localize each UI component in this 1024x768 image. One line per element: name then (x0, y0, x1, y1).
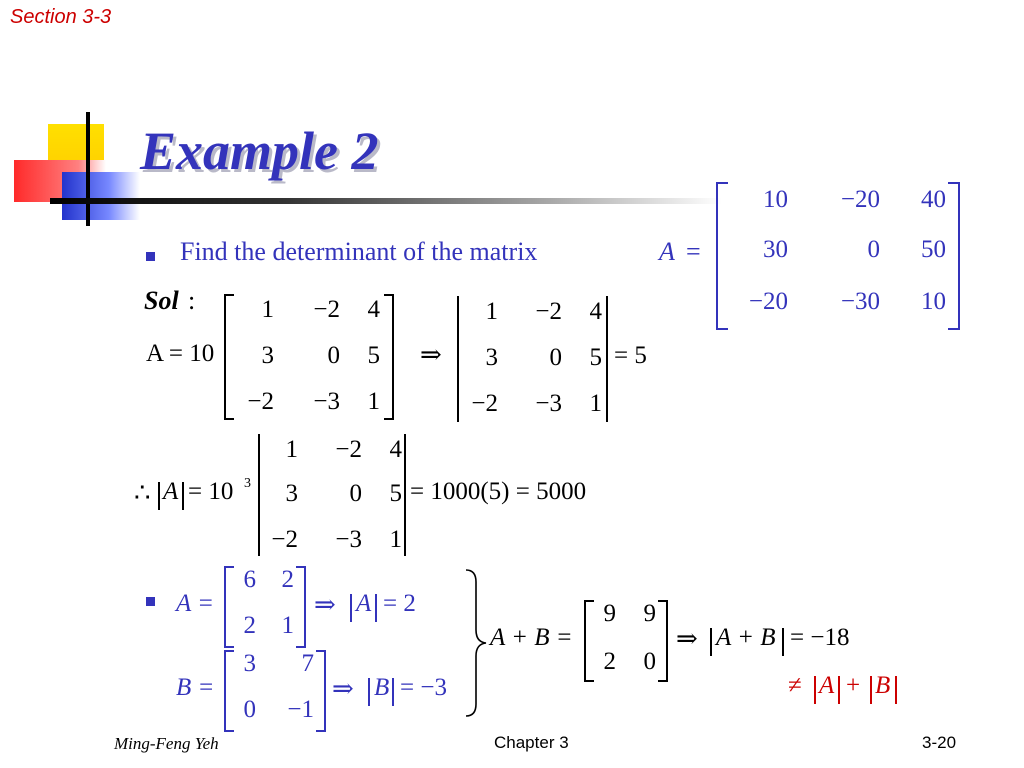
matrixA2-cell: 2 (281, 566, 294, 593)
det-matrix-cell: 3 (485, 344, 498, 371)
bullet1-eq: = (686, 237, 701, 266)
factored-matrix-cell: 0 (327, 342, 340, 369)
det2-matrix-cell: −2 (271, 526, 298, 553)
detA-value: = 2 (383, 590, 416, 617)
implies-arrow-A: ⇒ (314, 590, 336, 619)
detA-var: A (356, 590, 372, 617)
detB-left-bar (368, 678, 370, 706)
matrix-A-cell: −20 (748, 288, 788, 315)
det2-matrix-cell: 3 (285, 480, 298, 507)
sol-colon: : (188, 286, 196, 315)
factored-matrix-cell: −2 (247, 388, 274, 415)
final-result: = 1000(5) = 5000 (410, 478, 587, 505)
factored-matrix-cell: 4 (367, 296, 380, 323)
exponent-3: 3 (244, 476, 251, 491)
matrix-A-cell: 10 (763, 186, 788, 213)
factored-matrix-cell: 3 (261, 342, 274, 369)
neqA-left-bar (814, 676, 816, 704)
det-matrix-cell: 4 (589, 298, 602, 325)
matrix-A-cell: −20 (840, 186, 880, 213)
det-result: = 5 (614, 342, 647, 369)
implies-arrow-sum: ⇒ (676, 624, 698, 653)
matrixB-right-bracket (316, 650, 326, 732)
bullet-marker-1 (146, 252, 155, 261)
det2-matrix-cell: −2 (335, 436, 362, 463)
matrix-A-cell: −30 (840, 288, 880, 315)
matrix-A-left-bracket (716, 182, 728, 330)
matrixA2-cell: 1 (281, 612, 294, 639)
therefore-symbol: ∴ (134, 478, 151, 507)
detSum-left-bar (710, 628, 712, 656)
footer-chapter: Chapter 3 (494, 733, 569, 752)
neqB-left-bar (870, 676, 872, 704)
implies-arrow-1: ⇒ (420, 340, 442, 369)
factored-matrix-cell: −3 (313, 388, 340, 415)
sum-lhs: A + B = (490, 624, 573, 651)
det2-matrix-cell: 5 (389, 480, 402, 507)
footer-author: Ming-Feng Yeh (114, 734, 219, 753)
matrixA2-cell: 6 (243, 566, 256, 593)
footer-page-number: 3-20 (922, 733, 957, 752)
neqB-right-bar (895, 676, 897, 704)
matrix-A-right-bracket (948, 182, 960, 330)
title-underline (50, 198, 722, 204)
detB-value: = −3 (400, 674, 447, 701)
matrixB-cell: 3 (243, 650, 256, 677)
matrixB-cell: 0 (243, 696, 256, 723)
sum-matrix-right-bracket (658, 600, 668, 682)
detSum-right-bar (782, 628, 784, 656)
det-matrix-cell: 5 (589, 344, 602, 371)
factored-matrix-right-bracket (384, 294, 394, 420)
det-matrix-cell: 1 (589, 390, 602, 417)
matrix-A-cell: 40 (921, 186, 946, 213)
neqB-var: B (875, 672, 891, 699)
neqA-right-bar (838, 676, 840, 704)
absA-right-bar (182, 482, 184, 510)
matrix-A-cell: 0 (867, 236, 880, 263)
sum-matrix-cell: 0 (643, 648, 656, 675)
factored-matrix-cell: 5 (367, 342, 380, 369)
bullet-marker-2 (146, 597, 155, 606)
implies-arrow-B: ⇒ (332, 674, 354, 703)
sum-matrix-cell: 9 (603, 600, 616, 627)
det2-matrix-cell: 0 (349, 480, 362, 507)
det-matrix-right-bar (606, 296, 608, 422)
neqA-var: A (819, 672, 835, 699)
detSum-value: = −18 (790, 624, 850, 651)
factored-matrix-cell: −2 (313, 296, 340, 323)
sol-line1-lhs: A = 10 (146, 340, 215, 367)
det2-matrix-cell: 4 (389, 436, 402, 463)
det2-matrix-cell: −3 (335, 526, 362, 553)
detB-var: B (374, 674, 390, 701)
det2-matrix-cell: 1 (389, 526, 402, 553)
det-matrix-cell: −2 (471, 390, 498, 417)
matrixA-lhs: A = (176, 590, 214, 617)
det-matrix-cell: −3 (535, 390, 562, 417)
bullet1-text: Find the determinant of the matrix (180, 237, 538, 266)
slide-title: Example 2 (140, 121, 379, 181)
matrixA2-cell: 2 (243, 612, 256, 639)
matrix-A-cell: 10 (921, 288, 946, 315)
detA-left-bar (350, 594, 352, 622)
factored-matrix-cell: 1 (261, 296, 274, 323)
sol-label: Sol (144, 286, 179, 315)
matrixB-cell: 7 (301, 650, 314, 677)
det-matrix-cell: 1 (485, 298, 498, 325)
det-matrix-cell: 0 (549, 344, 562, 371)
matrix-A-cell: 30 (763, 236, 788, 263)
eq-10: = 10 (188, 478, 234, 505)
decor-vertical-bar (86, 112, 90, 226)
section-label: Section 3-3 (10, 6, 112, 28)
absA-left-bar (158, 482, 160, 510)
detB-right-bar (392, 678, 394, 706)
det-matrix-cell: −2 (535, 298, 562, 325)
matrixB-lhs: B = (176, 674, 215, 701)
neq-symbol: ≠ (788, 672, 802, 699)
matrixA2-right-bracket (296, 566, 306, 648)
curly-brace (462, 568, 488, 718)
detSum-expr: A + B (716, 624, 776, 651)
decor-blue-square (62, 172, 140, 220)
sum-matrix-cell: 2 (603, 648, 616, 675)
detA-right-bar (375, 594, 377, 622)
det2-right-bar (404, 434, 406, 556)
matrixB-cell: −1 (287, 696, 314, 723)
matrix-A-cell: 50 (921, 236, 946, 263)
bullet1-var-A: A (659, 237, 675, 266)
factored-matrix-cell: 1 (367, 388, 380, 415)
neq-plus: + (846, 672, 861, 699)
sum-matrix-cell: 9 (643, 600, 656, 627)
absA-var: A (163, 478, 179, 505)
det2-matrix-cell: 1 (285, 436, 298, 463)
